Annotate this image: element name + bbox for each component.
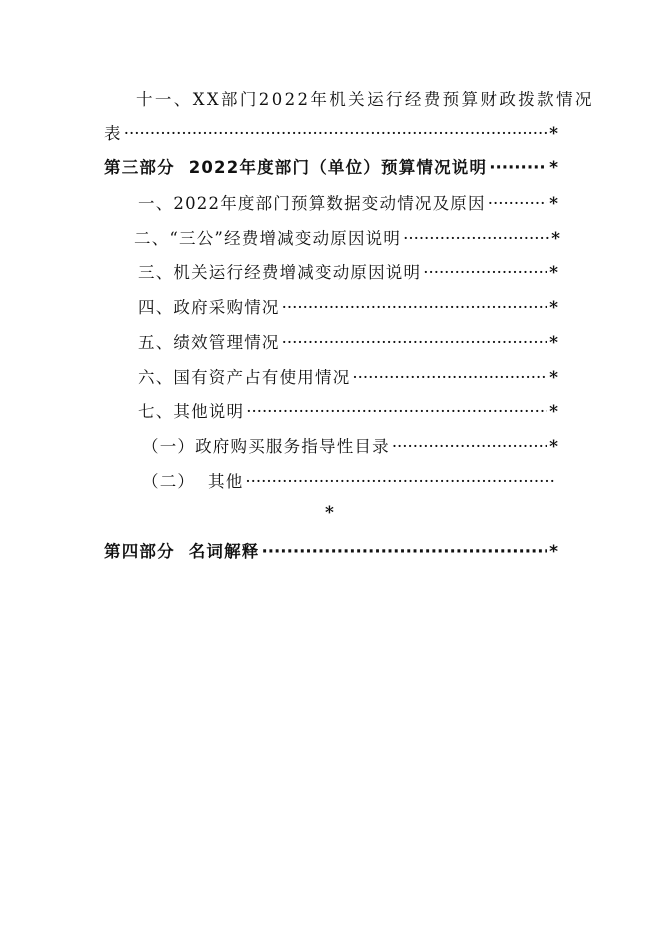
page-number: * [325, 503, 334, 523]
dot-leader [392, 437, 547, 456]
toc-part3-title: 第三部分 2022年度部门（单位）预算情况说明 [104, 158, 488, 177]
toc-item [138, 364, 558, 388]
toc-item-11 [136, 86, 594, 110]
toc-item [138, 259, 558, 283]
toc-item-11-text-cont: 表 [104, 124, 122, 143]
page-number: * [549, 542, 558, 562]
toc-item [134, 225, 560, 249]
page-number: * [549, 298, 558, 318]
page-number: * [551, 229, 560, 249]
toc-item [138, 329, 558, 353]
dot-leader [282, 298, 548, 317]
toc-item-11-text: 十一、XX部门2022年机关运行经费预算财政拨款情况 [136, 90, 594, 109]
page-number: * [549, 263, 558, 283]
page-number: * [549, 194, 558, 214]
dot-leader [488, 194, 547, 213]
toc-item-11-continued [104, 120, 558, 144]
toc-subitem [142, 468, 558, 492]
page-number: * [549, 402, 558, 422]
dot-leader [124, 124, 547, 143]
toc-item [138, 398, 558, 422]
dot-leader [262, 542, 548, 561]
dot-leader [403, 229, 549, 248]
toc-part4-title: 第四部分 名词解释 [104, 542, 260, 561]
page-number: * [549, 437, 558, 457]
page-number: * [549, 124, 558, 144]
dot-leader [489, 158, 547, 177]
dot-leader [245, 472, 556, 491]
dot-leader [352, 368, 547, 387]
page-number: * [549, 158, 558, 178]
toc-item [138, 294, 558, 318]
toc-item-text: 七、其他说明 [138, 402, 245, 421]
toc-item-text: 一、2022年度部门预算数据变动情况及原因 [138, 194, 486, 213]
toc-part4-heading [104, 538, 558, 562]
toc-item-text: 五、绩效管理情况 [138, 333, 280, 352]
toc-subitem-page [325, 503, 334, 523]
toc-item [138, 190, 558, 214]
toc-item-text: 三、机关运行经费增减变动原因说明 [138, 263, 422, 282]
toc-part3-heading [104, 154, 558, 178]
toc-item-text: 六、国有资产占有使用情况 [138, 368, 351, 387]
toc-item-text: 二、“三公”经费增减变动原因说明 [134, 229, 402, 248]
dot-leader [282, 333, 548, 352]
dot-leader [246, 402, 547, 421]
dot-leader [423, 263, 547, 282]
toc-item-text: （一）政府购买服务指导性目录 [142, 437, 390, 456]
toc-item-text: （二） 其他 [142, 472, 244, 491]
page-number: * [549, 368, 558, 388]
page-number: * [549, 333, 558, 353]
toc-subitem [142, 433, 558, 457]
toc-item-text: 四、政府采购情况 [138, 298, 280, 317]
